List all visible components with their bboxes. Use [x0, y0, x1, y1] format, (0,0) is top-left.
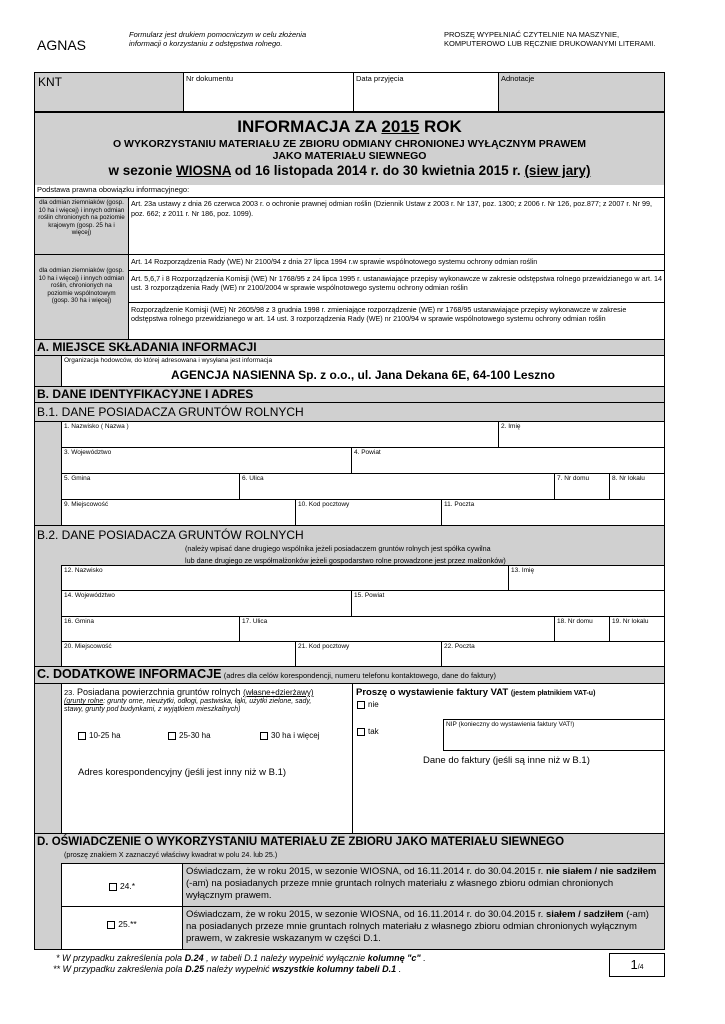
field-3-voivodeship[interactable]: 3. Województwo — [64, 449, 112, 456]
checkbox-icon[interactable] — [109, 883, 117, 891]
section-b-header — [35, 386, 664, 402]
checkbox-icon[interactable] — [107, 921, 115, 929]
header-note-left: Formularz jest drukiem pomocniczym w celu złożenia informacji o korzystaniu z odstępstwa rolnego. — [129, 30, 307, 48]
section-a-indent — [35, 355, 61, 386]
field-13-name[interactable]: 13. Imię — [508, 566, 665, 590]
checkbox-icon[interactable] — [78, 732, 86, 740]
field-23-note: (grunty rolne: grunty orne, nieużytki, odłogi, pastwiska, łąki, użytki zielone, sady, stawy, grunty pod budynkami, z wyjątkiem mieszkalnych) — [64, 698, 312, 714]
section-c-note: (adres dla celów korespondencji, numeru telefonu kontaktowego, dane do faktury) — [223, 671, 496, 680]
field-8-apartment-no[interactable]: 8. Nr lokalu — [609, 474, 665, 499]
title-line-3: JAKO MATERIAŁU SIEWNEGO — [272, 150, 427, 162]
section-d-note: (proszę znakiem X zaznaczyć właściwy kwadrat w polu 24. lub 25.) — [64, 850, 278, 859]
title-season: w sezonie WIOSNA od 16 listopada 2014 r. do 30 kwietnia 2015 r. (siew jary) — [108, 163, 591, 178]
area-option-25-30[interactable]: 25-30 ha — [168, 731, 211, 740]
field-6-street[interactable]: 6. Ulica — [239, 474, 554, 499]
registration-row — [34, 72, 665, 112]
section-c-header — [35, 666, 664, 683]
nip-label: NIP (konieczny do wystawienia faktury VAT!) — [446, 721, 575, 728]
correspondence-address-label: Adres korespondencyjny (jeśli jest inny niż w B.1) — [78, 767, 287, 778]
statement-24: Oświadczam, że w roku 2015, w sezonie WIOSNA, od 16.11.2014 r. do 30.04.2015 r. nie siałem / nie sadziłem (-am) na posiadanych przeze mnie gruntach rolnych materiału z własnego zbioru odmian chronionych wyłącznym prawem. — [182, 863, 664, 906]
option-25[interactable]: 25.** — [61, 906, 182, 949]
notes-cell — [498, 73, 664, 111]
option-24[interactable]: 24.* — [61, 863, 182, 906]
vat-label: Proszę o wystawienie faktury VAT (jestem płatnikiem VAT-u) — [356, 687, 596, 698]
field-2-name[interactable]: 2. Imię — [498, 422, 665, 447]
checkbox-icon[interactable] — [168, 732, 176, 740]
field-21-postcode[interactable]: 21. Kod pocztowy — [295, 642, 441, 667]
field-23-label: 23. Posiadana powierzchnia gruntów rolnych (własne+dzierżawy) — [64, 687, 314, 697]
invoice-data-label: Dane do faktury (jeśli są inne niż w B.1) — [423, 755, 590, 766]
legal-group2-text-1: Art. 14 Rozporządzenia Rady (WE) Nr 2100/94 z dnia 27 lipca 1994 r.w sprawie wspólnotowego systemu ochrony odmian roślin — [128, 254, 664, 270]
section-c-title: C. DODATKOWE INFORMACJE — [37, 667, 222, 681]
b2-title: B.2. DANE POSIADACZA GRUNTÓW ROLNYCH — [37, 528, 304, 542]
notes-label: Adnotacje — [501, 74, 535, 83]
statement-25: Oświadczam, że w roku 2015, w sezonie WIOSNA, od 16.11.2014 r. do 30.04.2015 r. siałem / sadziłem (-am) na posiadanych przeze mnie gruntach rolnych materiału z własnego zbioru odmian chronionych wyłącznym prawem, w zakresie wskazanym w części D.1. — [182, 906, 664, 949]
field-11-post-office[interactable]: 11. Poczta — [441, 500, 665, 525]
checkbox-icon[interactable] — [357, 701, 365, 709]
section-a-sub: Organizacja hodowców, do której adresowana i wysyłana jest informacja — [64, 357, 273, 364]
legal-group1-text: Art. 23a ustawy z dnia 26 czerwca 2003 r. o ochronie prawnej odmian roślin (Dziennik Ustaw z 2003 r. Nr 137, poz. 1300; z 2006 r. Nr 126, poz.877; z 2007 r. Nr 99, poz. 662; z 2011 r. Nr 186, poz. 1099). — [128, 197, 664, 254]
date-received-label: Data przyjęcia — [356, 74, 404, 83]
footnote-2: ** W przypadku zakreślenia pola D.25 należy wypełnić wszystkie kolumny tabeli D.1 . — [53, 964, 402, 974]
field-15-district[interactable]: 15. Powiat — [351, 591, 665, 616]
nip-field[interactable] — [443, 719, 665, 751]
legal-group2-label-cell — [35, 254, 128, 339]
legal-heading: Podstawa prawna obowiązku informacyjnego: — [37, 185, 190, 194]
main-form — [34, 112, 665, 950]
field-5-commune[interactable]: 5. Gmina — [64, 475, 91, 482]
knt-label: KNT — [38, 75, 62, 89]
b1-indent — [35, 421, 61, 525]
field-1-surname[interactable]: 1. Nazwisko ( Nazwa ) — [64, 423, 129, 430]
page-total: /4 — [637, 964, 644, 971]
field-14-voivodeship[interactable]: 14. Województwo — [64, 592, 115, 599]
field-10-postcode[interactable]: 10. Kod pocztowy — [295, 500, 441, 525]
legal-group1-label: dla odmian ziemniaków (gosp. 10 ha i więcej) i innych odmian roślin chronionych na poziomie krajowym (gosp. 25 ha i więcej) — [38, 199, 125, 237]
b1-header — [35, 402, 664, 421]
legal-group2-label: dla odmian ziemniaków (gosp. 10 ha i więcej) i innych odmian roślin, chronionych na poziomie wspólnotowym (gosp. 30 ha i więcej) — [38, 267, 125, 305]
b2-indent — [35, 565, 61, 666]
b1-grid — [61, 421, 664, 525]
section-a-header — [35, 339, 664, 355]
area-option-10-25[interactable]: 10-25 ha — [78, 731, 121, 740]
field-7-house-no[interactable]: 7. Nr domu — [554, 474, 609, 499]
field-4-district[interactable]: 4. Powiat — [351, 448, 665, 473]
field-9-locality[interactable]: 9. Miejscowość — [64, 501, 109, 508]
form-code: AGNAS — [37, 37, 87, 53]
title-line-2: O WYKORZYSTANIU MATERIAŁU ZE ZBIORU ODMIANY CHRONIONEJ WYŁĄCZNYM PRAWEM — [112, 138, 587, 150]
section-d-header — [35, 833, 664, 863]
legal-group2-text-3: Rozporządzenie Komisji (WE) Nr 2605/98 z 3 grudnia 1998 r. zmieniające rozporządzenie (WE) nr 1768/95 ustanawiające przepisy wykonawcze w zakresie odstępstwa rolnego przewidzianego w art. 14 ust. 3 rozporządzenia Rady (WE) nr 2100/94 w sprawie wspólnotowego systemu ochrony odmian roślin — [128, 302, 664, 339]
knt-cell — [35, 73, 183, 111]
page-number: 1 — [630, 957, 638, 972]
checkbox-icon[interactable] — [260, 732, 268, 740]
vat-option-no[interactable]: nie — [357, 700, 379, 709]
footnote-1: * W przypadku zakreślenia pola D.24 , w tabeli D.1 należy wypełnić wyłącznie kolumnę "c" . — [56, 953, 426, 963]
section-a-value: AGENCJA NASIENNA Sp. z o.o., ul. Jana Dekana 6E, 64-100 Leszno — [171, 368, 555, 382]
vat-option-yes[interactable]: tak — [357, 727, 379, 736]
field-16-commune[interactable]: 16. Gmina — [64, 618, 94, 625]
legal-group2-text-2: Art. 5,6,7 i 8 Rozporządzenia Komisji (WE) Nr 1768/95 z 24 lipca 1995 r. ustanawiające przepisy wykonawcze w zakresie odstępstwa rolnego przewidzianego w art. 14 ust. 3 rozporządzenia Rady (WE) nr 2100/2004 w sprawie wspólnotowego systemu ochrony odmian roślin — [128, 270, 664, 302]
vat-area — [352, 683, 664, 833]
title-block — [35, 113, 664, 185]
section-d-indent — [35, 863, 61, 949]
field-12-surname[interactable]: 12. Nazwisko — [64, 567, 103, 574]
field-23-area — [61, 683, 352, 833]
b2-note-1: (należy wpisać dane drugiego wspólnika jeżeli posiadaczem gruntów rolnych jest spółka cywilna — [185, 544, 491, 553]
checkbox-icon[interactable] — [357, 728, 365, 736]
date-received-cell[interactable] — [353, 73, 498, 111]
page-number-box — [609, 953, 665, 977]
field-22-post-office[interactable]: 22. Poczta — [441, 642, 665, 667]
header-note-right: PROSZĘ WYPEŁNIAĆ CZYTELNIE NA MASZYNIE, KOMPUTEROWO LUB RĘCZNIE DRUKOWANYMI LITERAMI. — [444, 30, 656, 48]
b2-header — [35, 525, 664, 565]
field-19-apartment-no[interactable]: 19. Nr lokalu — [609, 617, 665, 641]
field-20-locality[interactable]: 20. Miejscowość — [64, 643, 112, 650]
doc-number-label: Nr dokumentu — [186, 74, 234, 83]
field-17-street[interactable]: 17. Ulica — [239, 617, 554, 641]
section-c-indent — [35, 683, 61, 833]
field-18-house-no[interactable]: 18. Nr domu — [554, 617, 609, 641]
section-a-field[interactable] — [61, 355, 664, 386]
b2-grid — [61, 565, 664, 666]
area-option-30-plus[interactable]: 30 ha i więcej — [260, 731, 319, 740]
title-main: INFORMACJA ZA 2015 ROK — [237, 117, 462, 136]
section-d-title: D. OŚWIADCZENIE O WYKORZYSTANIU MATERIAŁU ZE ZBIORU JAKO MATERIAŁU SIEWNEGO — [37, 836, 565, 848]
section-a-title: A. MIEJSCE SKŁADANIA INFORMACJI — [37, 340, 257, 354]
b2-note-2: lub dane drugiego ze współmałżonków jeżeli gospodarstwo rolne prowadzone jest przez małżonków) — [185, 556, 506, 565]
doc-number-cell[interactable] — [183, 73, 353, 111]
b1-title: B.1. DANE POSIADACZA GRUNTÓW ROLNYCH — [37, 405, 304, 419]
section-b-title: B. DANE IDENTYFIKACYJNE I ADRES — [37, 387, 254, 401]
legal-group1-label-cell — [35, 197, 128, 254]
